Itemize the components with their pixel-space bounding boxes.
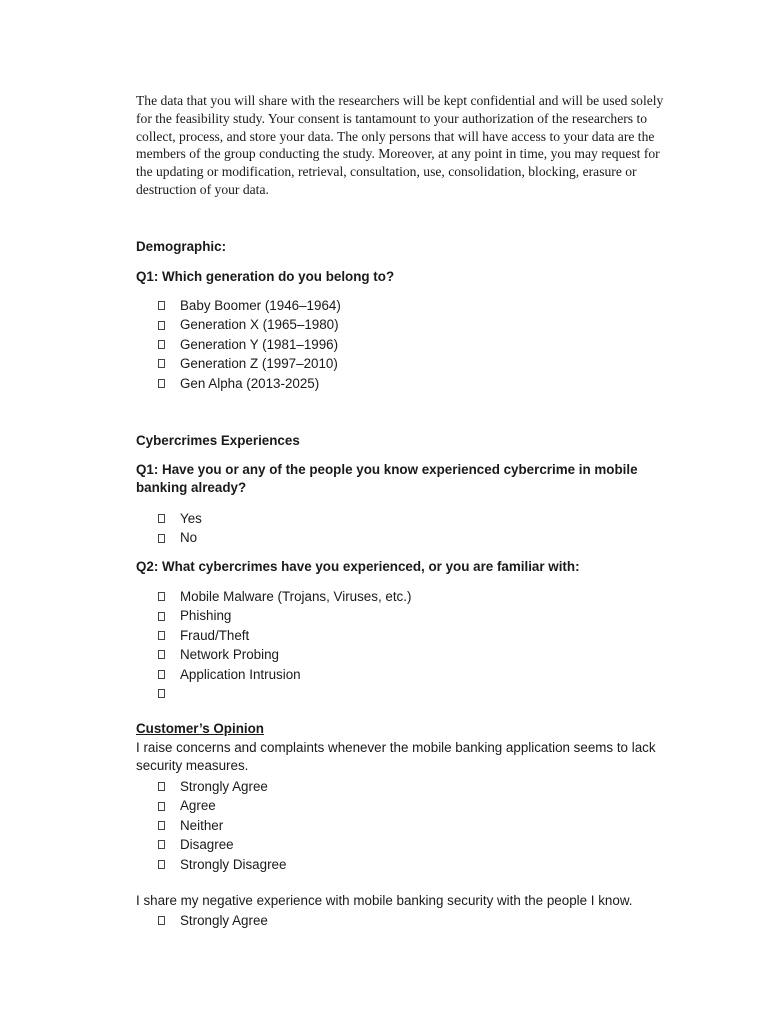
checkbox-icon[interactable] [158, 916, 165, 925]
checkbox-icon[interactable] [158, 860, 165, 869]
checkbox-icon[interactable] [158, 514, 165, 523]
checkbox-icon[interactable] [158, 534, 165, 543]
cyber-q2: Q2: What cybercrimes have you experienced, or you are familiar with: [136, 559, 580, 574]
cyber-heading: Cybercrimes Experiences [136, 433, 300, 448]
opinion-s1-options [158, 777, 286, 874]
checkbox-icon[interactable] [158, 802, 165, 811]
checkbox-icon[interactable] [158, 359, 165, 368]
generation-options [158, 296, 341, 393]
checkbox-icon[interactable] [158, 379, 165, 388]
checkbox-icon[interactable] [158, 301, 165, 310]
list-item[interactable]: Yes [158, 509, 202, 528]
checkbox-icon[interactable] [158, 650, 165, 659]
list-item[interactable]: Neither [158, 816, 286, 835]
opinion-statement-2: I share my negative experience with mobile banking security with the people I know. [136, 893, 633, 908]
demographic-heading: Demographic: [136, 239, 227, 254]
list-item[interactable]: Generation Y (1981–1996) [158, 335, 341, 354]
cyber-q1: Q1: Have you or any of the people you know experienced cybercrime in mobile banking already? [136, 462, 638, 495]
checkbox-icon[interactable] [158, 840, 165, 849]
opinion-heading: Customer’s Opinion [136, 721, 264, 736]
checkbox-icon[interactable] [158, 340, 165, 349]
list-item[interactable]: Strongly Agree [158, 777, 286, 796]
checkbox-icon[interactable] [158, 689, 165, 698]
list-item[interactable]: Generation X (1965–1980) [158, 315, 341, 334]
list-item[interactable]: Disagree [158, 835, 286, 854]
opinion-statement-1: I raise concerns and complaints whenever the mobile banking application seems to lack security measures. [136, 740, 656, 773]
list-item[interactable]: Phishing [158, 606, 411, 625]
checkbox-icon[interactable] [158, 321, 165, 330]
list-item[interactable]: No [158, 528, 202, 547]
list-item[interactable]: Application Intrusion [158, 665, 411, 684]
list-item[interactable]: Baby Boomer (1946–1964) [158, 296, 341, 315]
cyber-q1-options [158, 509, 202, 548]
list-item[interactable] [158, 684, 411, 703]
list-item[interactable]: Mobile Malware (Trojans, Viruses, etc.) [158, 587, 411, 606]
demographic-q1: Q1: Which generation do you belong to? [136, 269, 395, 284]
checkbox-icon[interactable] [158, 670, 165, 679]
list-item[interactable]: Fraud/Theft [158, 626, 411, 645]
checkbox-icon[interactable] [158, 612, 165, 621]
checkbox-icon[interactable] [158, 782, 165, 791]
checkbox-icon[interactable] [158, 592, 165, 601]
list-item[interactable]: Gen Alpha (2013-2025) [158, 374, 341, 393]
list-item[interactable]: Strongly Agree [158, 911, 268, 930]
list-item[interactable]: Generation Z (1997–2010) [158, 354, 341, 373]
checkbox-icon[interactable] [158, 631, 165, 640]
list-item[interactable]: Network Probing [158, 645, 411, 664]
cyber-q2-options [158, 587, 411, 703]
opinion-s2-options [158, 911, 268, 930]
consent-paragraph: The data that you will share with the researchers will be kept confidential and will be used solely for the feasibility study. Your consent is tantamount to your authorization of the researchers to collect, process, and store your data. The only persons that will have access to your data are the members of the group conducting the study. Moreover, at any point in time, you may request for the updating or modification, retrieval, consultation, use, consolidation, blocking, erasure or destruction of your data. [136, 93, 664, 197]
list-item[interactable]: Agree [158, 796, 286, 815]
list-item[interactable]: Strongly Disagree [158, 855, 286, 874]
checkbox-icon[interactable] [158, 821, 165, 830]
